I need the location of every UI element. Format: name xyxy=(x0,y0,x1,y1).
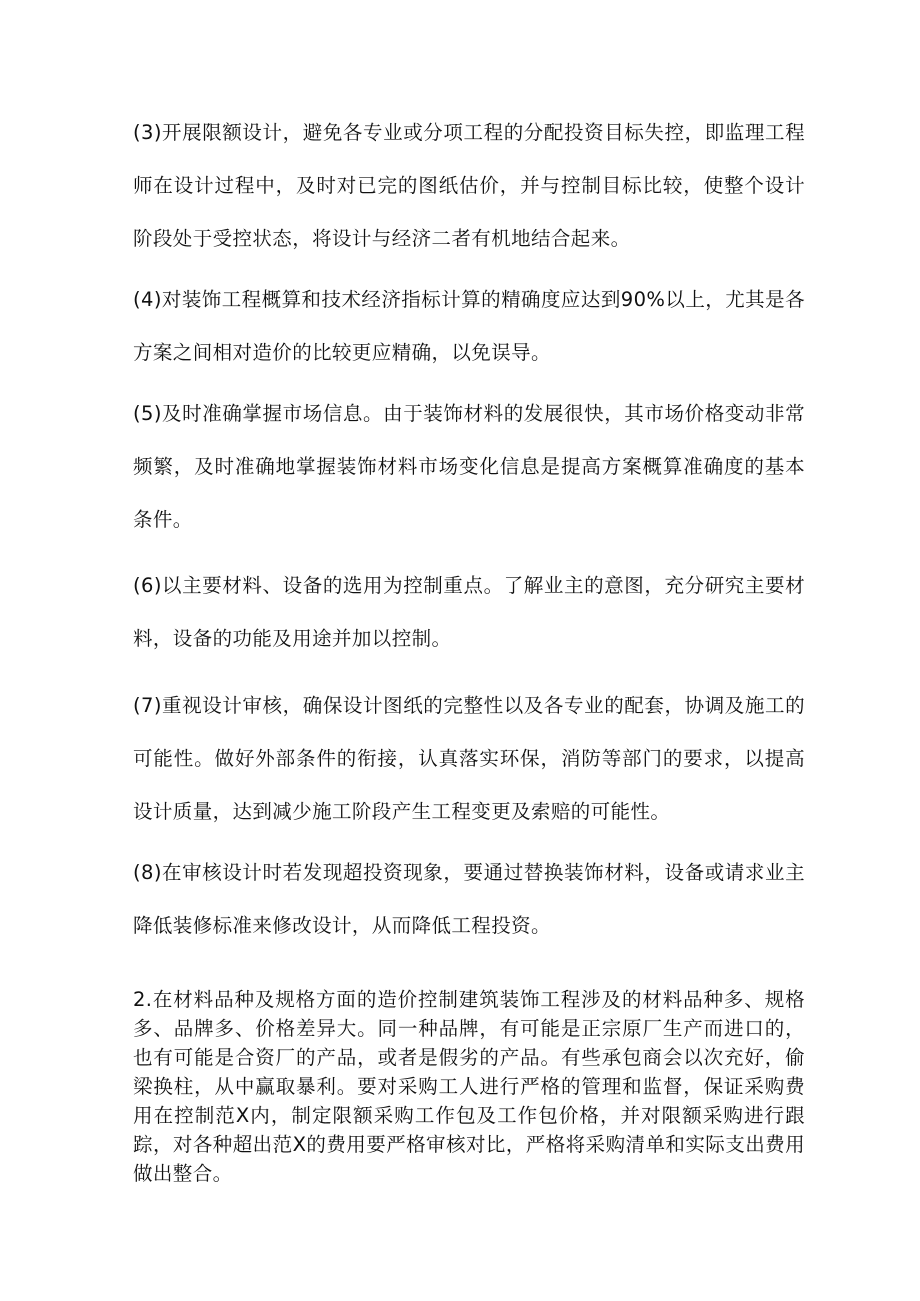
paragraph-item-5: (5)及时准确掌握市场信息。由于装饰材料的发展很快，其市场价格变动非常频繁，及时准确地掌握装饰材料市场变化信息是提高方案概算准确度的基本条件。 xyxy=(133,402,805,531)
paragraph-item-6: (6)以主要材料、设备的选用为控制重点。了解业主的意图，充分研究主要材料，设备的功能及用途并加以控制。 xyxy=(133,574,805,650)
paragraph-item-7: (7)重视设计审核，确保设计图纸的完整性以及各专业的配套，协调及施工的可能性。做好外部条件的衔接，认真落实环保，消防等部门的要求，以提高设计质量，达到减少施工阶段产生工程变更及索赔的可能性。 xyxy=(133,694,805,823)
paragraph-item-4: (4)对装饰工程概算和技术经济指标计算的精确度应达到90%以上，尤其是各方案之间相对造价的比较更应精确，以免误导。 xyxy=(133,288,805,364)
paragraph-item-8: (8)在审核设计时若发现超投资现象，要通过替换装饰材料，设备或请求业主降低装修标准来修改设计，从而降低工程投资。 xyxy=(133,861,805,937)
paragraph-section-2: 2.在材料品种及规格方面的造价控制建筑装饰工程涉及的材料品种多、规格多、品牌多、价格差异大。同一种品牌，有可能是正宗原厂生产而进口的，也有可能是合资厂的产品，或者是假劣的产品。有些承包商会以次充好，偷梁换柱，从中赢取暴利。要对采购工人进行严格的管理和监督，保证采购费用在控制范X内，制定限额采购工作包及工作包价格，并对限额采购进行跟踪，对各种超出范X的费用要严格审核对比，严格将采购清单和实际支出费用做出整合。 xyxy=(133,988,805,1185)
paragraph-item-3: (3)开展限额设计，避免各专业或分项工程的分配投资目标失控，即监理工程师在设计过程中，及时对已完的图纸估价，并与控制目标比较，使整个设计阶段处于受控状态，将设计与经济二者有机地结合起来。 xyxy=(133,121,805,250)
